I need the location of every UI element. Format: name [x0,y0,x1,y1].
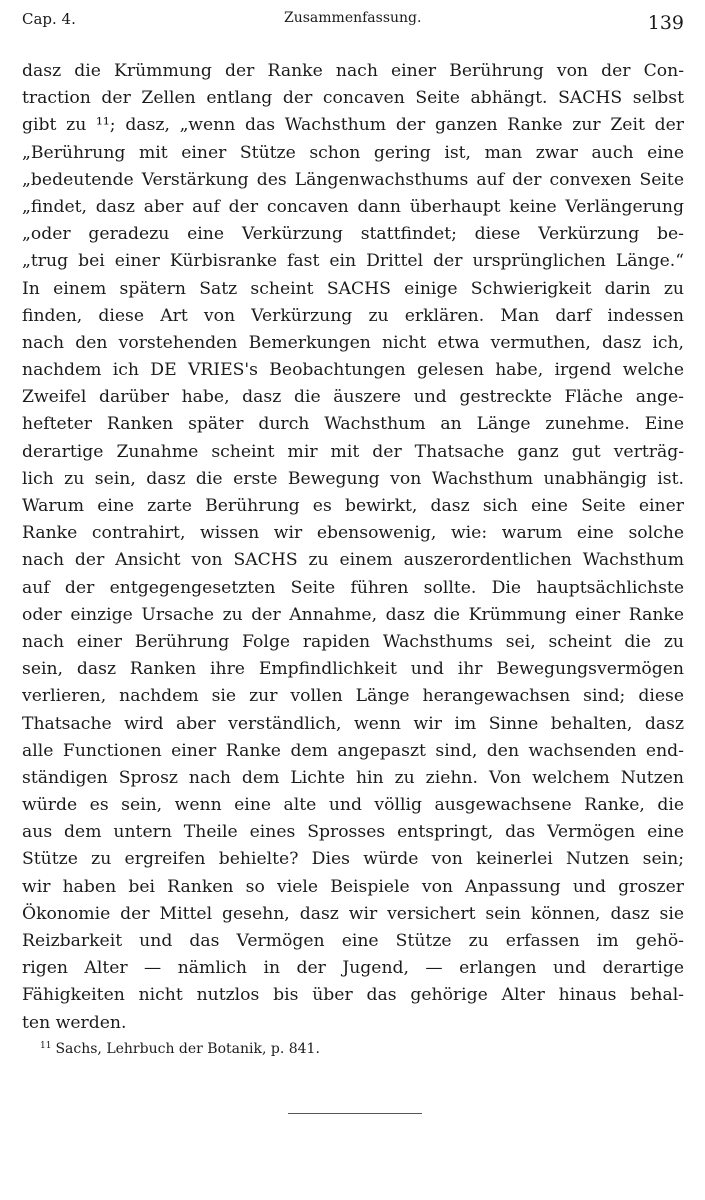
footnote-marker: 11 [40,1041,52,1051]
text-line: Reizbarkeit und das Vermögen eine Stütze zu erfassen im gehö- [22,931,684,951]
text-line: Zweifel darüber habe, dasz die äuszere und gestreckte Fläche ange- [22,387,684,408]
text-line: Thatsache wird aber verständlich, wenn wir im Sinne behalten, dasz [22,713,684,734]
text-line: sein, dasz Ranken ihre Empfindlichkeit und ihr Bewegungsvermögen [22,659,684,680]
body-text [22,58,684,1037]
text-line: aus dem untern Theile eines Sprosses entspringt, das Vermögen eine [22,822,684,843]
text-line: Ranke contrahirt, wissen wir ebensowenig, wie: warum eine solche [22,523,684,544]
text-line: alle Functionen einer Ranke dem angepaszt sind, den wachsenden end- [22,740,684,761]
text-line: würde es sein, wenn eine alte und völlig ausgewachsene Ranke, die [22,795,684,816]
text-line: „trug bei einer Kürbisranke fast ein Drittel der ursprünglichen Länge.“ [22,251,684,272]
text-line: Warum eine zarte Berührung es bewirkt, dasz sich eine Seite einer [22,496,684,516]
text-line: nachdem ich DE VRIES's Beobachtungen gelesen habe, irgend welche [22,360,684,381]
text-line: In einem spätern Satz scheint SACHS einige Schwierigkeit darin zu [22,278,684,299]
text-line: ständigen Sprosz nach dem Lichte hin zu ziehn. Von welchem Nutzen [22,767,684,788]
text-line: traction der Zellen entlang der concaven Seite abhängt. SACHS selbst [22,88,684,109]
chapter-label: Cap. 4. [22,10,76,28]
text-line: „oder geradezu eine Verkürzung stattfindet; diese Verkürzung be- [22,224,684,245]
text-line: gibt zu ¹¹; dasz, „wenn das Wachsthum der ganzen Ranke zur Zeit der [22,115,684,136]
text-line: verlieren, nachdem sie zur vollen Länge herangewachsen sind; diese [22,686,684,707]
footnote-text: Sachs, Lehrbuch der Botanik, p. 841. [55,1041,320,1057]
text-line: wir haben bei Ranken so viele Beispiele von Anpassung und groszer [22,876,684,897]
text-line: nach einer Berührung Folge rapiden Wachsthums sei, scheint die zu [22,631,684,652]
text-line: „findet, dasz aber auf der concaven dann überhaupt keine Verlängerung [22,196,684,217]
text-line: oder einzige Ursache zu der Annahme, dasz die Krümmung einer Ranke [22,604,684,625]
text-line: hefteter Ranken später durch Wachsthum an Länge zunehme. Eine [22,414,684,435]
running-header [22,6,684,36]
text-line: derartige Zunahme scheint mir mit der Thatsache ganz gut verträg- [22,441,684,462]
page-number: 139 [647,12,684,34]
text-line: lich zu sein, dasz die erste Bewegung von Wachsthum unabhängig ist. [22,468,684,489]
text-line: Fähigkeiten nicht nutzlos bis über das gehörige Alter hinaus behal- [22,985,684,1006]
text-line: rigen Alter — nämlich in der Jugend, — erlangen und derartige [22,958,684,979]
text-line: „bedeutende Verstärkung des Längenwachsthums auf der convexen Seite [22,169,684,190]
text-line: Stütze zu ergreifen behielte? Dies würde von keinerlei Nutzen sein; [22,849,684,870]
text-line: auf der entgegengesetzten Seite führen sollte. Die hauptsächlichste [22,577,684,598]
text-line: Ökonomie der Mittel gesehn, dasz wir versichert sein können, dasz sie [22,903,684,924]
text-line: nach der Ansicht von SACHS zu einem auszerordentlichen Wachsthum [22,550,684,571]
footnote [40,1041,320,1057]
text-line: finden, diese Art von Verkürzung zu erklären. Man darf indessen [22,305,684,326]
text-line: ten werden. [22,1012,127,1033]
footer-rule [288,1113,422,1114]
text-line: dasz die Krümmung der Ranke nach einer Berührung von der Con- [22,61,684,81]
running-title: Zusammenfassung. [284,10,422,26]
text-line: „Berührung mit einer Stütze schon gering ist, man zwar auch eine [22,142,684,163]
text-line: nach den vorstehenden Bemerkungen nicht etwa vermuthen, dasz ich, [22,332,684,353]
